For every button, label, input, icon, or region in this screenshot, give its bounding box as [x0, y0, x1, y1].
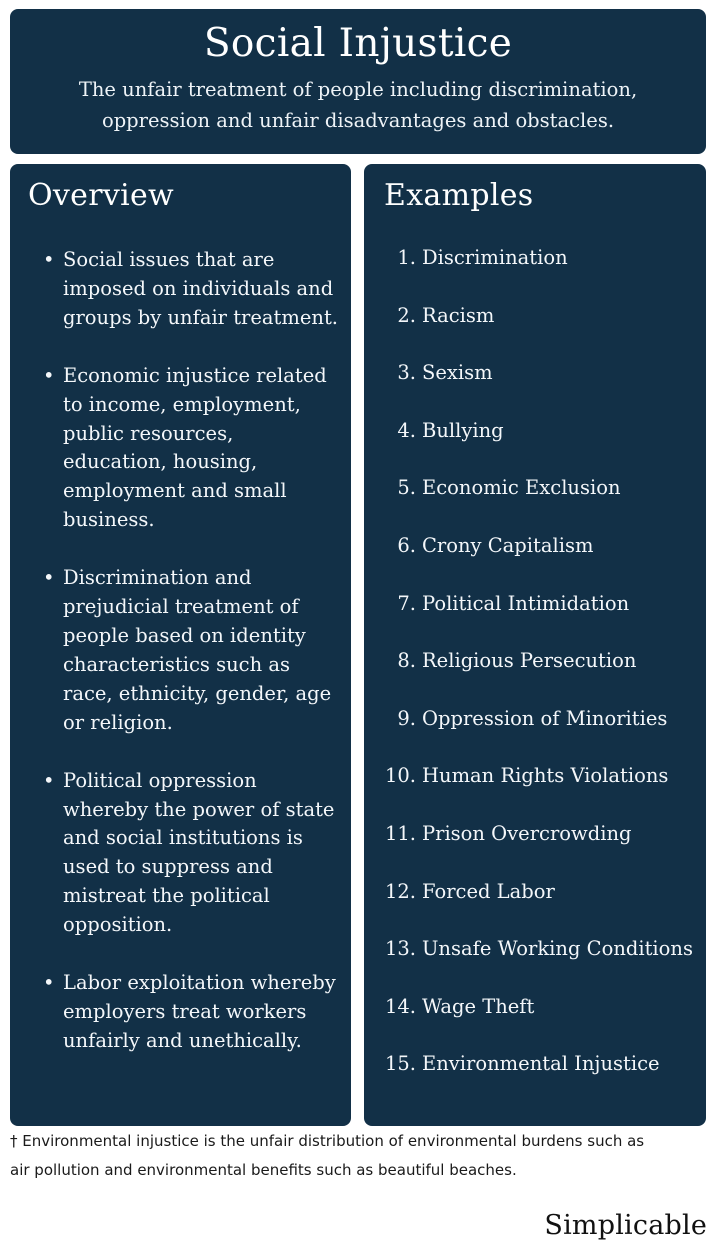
example-label: Racism	[422, 303, 495, 327]
example-label: Human Rights Violations	[422, 764, 669, 788]
example-label: Forced Labor	[422, 879, 555, 903]
page-title: Social Injustice	[203, 21, 513, 66]
example-number: 3.	[397, 361, 416, 385]
example-number: 4.	[397, 418, 416, 442]
example-item	[376, 415, 702, 473]
overview-item	[43, 362, 343, 535]
bullet-icon: •	[43, 566, 55, 590]
overview-item	[43, 767, 343, 940]
example-label: Religious Persecution	[422, 649, 637, 673]
example-number: 9.	[397, 706, 416, 730]
example-item	[376, 933, 702, 991]
example-label: Crony Capitalism	[422, 533, 594, 557]
example-label: Prison Overcrowding	[422, 821, 632, 845]
example-label: Discrimination	[422, 246, 568, 269]
example-item	[376, 876, 702, 934]
example-label: Sexism	[422, 361, 493, 385]
title-banner	[10, 9, 706, 154]
overview-item-text: Labor exploitation whereby employers treat workers unfairly and unethically.	[63, 971, 336, 1052]
example-number: 10.	[384, 764, 416, 788]
example-number: 13.	[384, 937, 416, 961]
overview-item	[43, 564, 343, 737]
example-item	[376, 357, 702, 415]
example-number: 8.	[397, 649, 416, 673]
example-item	[376, 1048, 702, 1106]
example-label: Oppression of Minorities	[422, 706, 668, 730]
bullet-icon: •	[43, 768, 55, 792]
example-item	[376, 242, 702, 300]
example-item	[376, 300, 702, 358]
example-number: 1.	[397, 246, 416, 269]
example-item	[376, 703, 702, 761]
example-label: Environmental Injustice	[422, 1052, 660, 1076]
overview-item	[43, 969, 343, 1056]
example-number: 2.	[397, 303, 416, 327]
example-item	[376, 530, 702, 588]
examples-heading: Examples	[384, 178, 534, 213]
examples-panel	[364, 164, 706, 1126]
example-label: Economic Exclusion	[422, 476, 621, 500]
example-number: 14.	[384, 994, 416, 1018]
examples-list	[376, 242, 702, 1106]
example-label: Wage Theft	[422, 994, 535, 1018]
example-label: Political Intimidation	[422, 591, 630, 615]
example-number: 11.	[384, 821, 416, 845]
example-number: 6.	[397, 533, 416, 557]
bullet-icon: •	[43, 248, 55, 271]
example-label: Bullying	[422, 418, 504, 442]
overview-item-text: Political oppression whereby the power of state and social institutions is used to suppress and mistreat the political opposition.	[63, 768, 335, 937]
overview-item-text: Social issues that are imposed on individuals and groups by unfair treatment.	[63, 248, 338, 329]
example-item	[376, 472, 702, 530]
example-number: 12.	[384, 879, 416, 903]
overview-item-text: Discrimination and prejudicial treatment of people based on identity characteristics such as race, ethnicity, gender, age or religion.	[63, 566, 332, 734]
example-item	[376, 818, 702, 876]
example-label: Unsafe Working Conditions	[422, 937, 693, 961]
example-number: 5.	[397, 476, 416, 500]
overview-panel	[10, 164, 351, 1126]
bullet-icon: •	[43, 363, 55, 387]
brand-logo: Simplicable	[544, 1210, 707, 1241]
overview-item-text: Economic injustice related to income, employment, public resources, education, housing, employment and small business.	[63, 363, 327, 532]
footnote: † Environmental injustice is the unfair distribution of environmental burdens such as air pollution and environmental benefits such as beautiful beaches.	[10, 1132, 645, 1179]
overview-list	[43, 246, 343, 1085]
example-number: 15.	[384, 1052, 416, 1076]
example-item	[376, 991, 702, 1049]
example-item	[376, 760, 702, 818]
overview-item	[43, 246, 343, 333]
example-number: 7.	[397, 591, 416, 615]
bullet-icon: •	[43, 971, 55, 995]
page-subtitle: The unfair treatment of people including discrimination, oppression and unfair disadvantages and obstacles.	[78, 77, 638, 132]
overview-heading: Overview	[28, 178, 175, 213]
example-item	[376, 645, 702, 703]
example-item	[376, 588, 702, 646]
